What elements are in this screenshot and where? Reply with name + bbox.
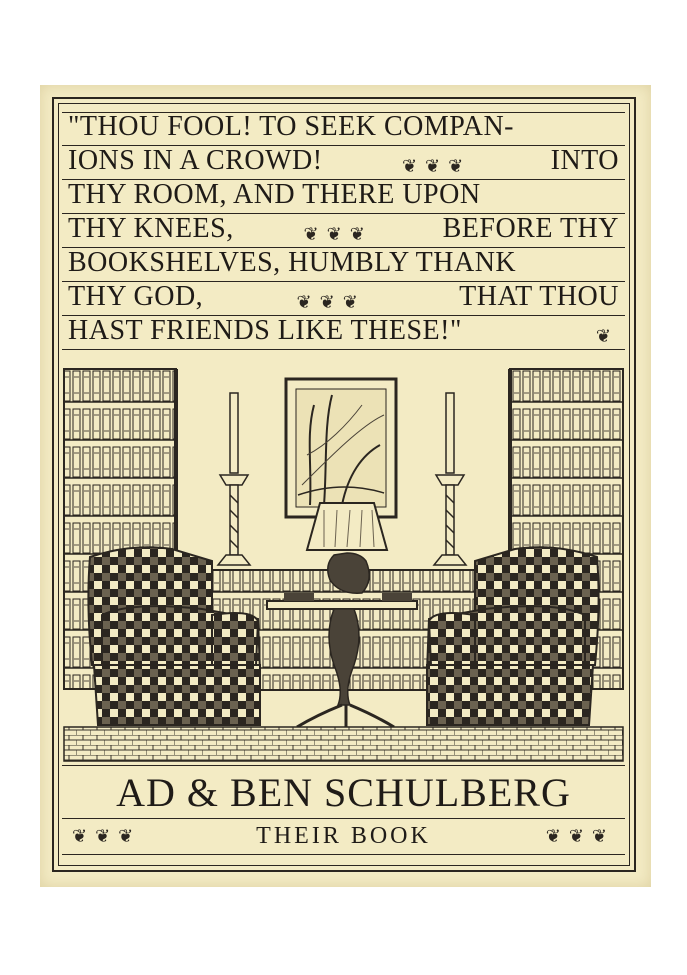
quote-line — [62, 282, 625, 316]
quote-text: THY ROOM, AND THERE UPON — [68, 180, 481, 210]
quote-text: BEFORE THY — [442, 214, 619, 244]
quote-text: BOOKSHELVES, HUMBLY THANK — [68, 248, 517, 278]
quote-block — [62, 112, 625, 350]
leaf-sprig-icon: ❦ — [595, 326, 619, 346]
quote-text: THY GOD, — [68, 282, 204, 312]
quote-line — [62, 112, 625, 146]
checkered-floor — [64, 727, 623, 761]
subtitle-text: THEIR BOOK — [256, 823, 431, 849]
quote-text: IONS IN A CROWD! — [68, 146, 323, 176]
quote-text: HAST FRIENDS LIKE THESE!" — [68, 316, 462, 346]
quote-line — [62, 316, 625, 350]
leaf-sprig-icon: ❦❦❦ — [72, 826, 142, 846]
quote-text: "THOU FOOL! TO SEEK COMPAN- — [68, 112, 515, 142]
quote-line — [62, 180, 625, 214]
quote-text: THAT THOU — [459, 282, 619, 312]
leaf-sprig-icon: ❦❦❦ — [296, 292, 366, 312]
quote-text: THY KNEES, — [68, 214, 234, 244]
footer-block — [62, 765, 625, 855]
framed-picture — [286, 379, 396, 517]
leaf-sprig-icon: ❦❦❦ — [545, 826, 615, 846]
owner-names: AD & BEN SCHULBERG — [62, 765, 625, 819]
quote-line — [62, 248, 625, 282]
library-illustration — [62, 365, 625, 765]
subtitle-row — [62, 819, 625, 855]
leaf-sprig-icon: ❦❦❦ — [401, 156, 472, 176]
quote-text: INTO — [550, 146, 619, 176]
leaf-sprig-icon: ❦❦❦ — [303, 224, 373, 244]
quote-line — [62, 214, 625, 248]
quote-line — [62, 146, 625, 180]
